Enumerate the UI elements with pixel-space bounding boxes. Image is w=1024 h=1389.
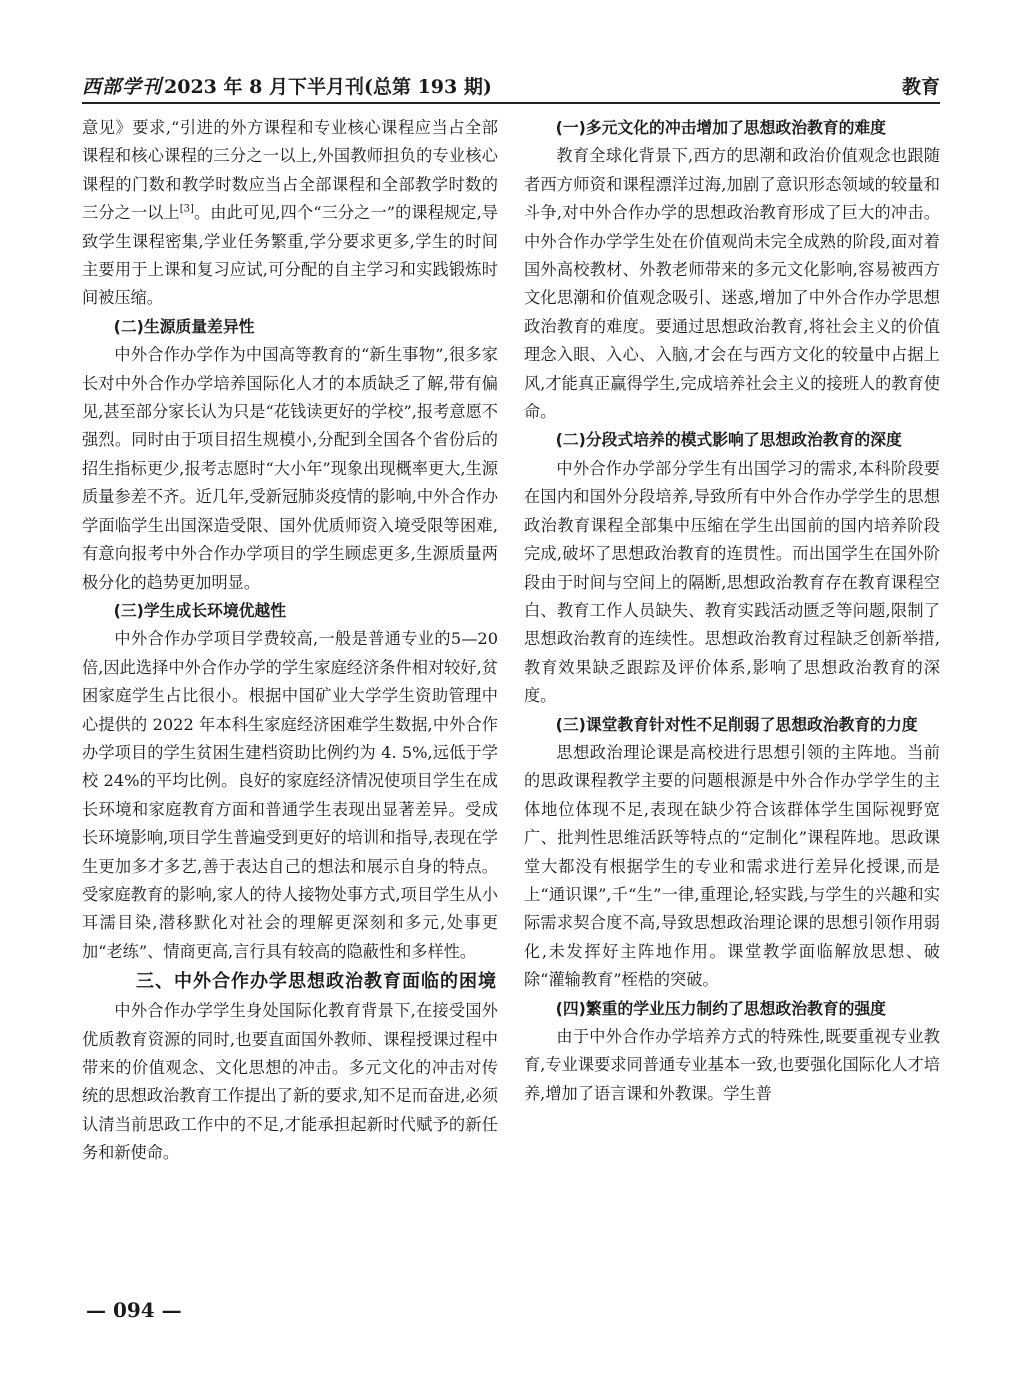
- issue-info: 2023 年 8 月下半月刊(总第 193 期): [164, 76, 492, 98]
- citation-ref: [3]: [179, 203, 194, 215]
- right-column: [524, 114, 940, 1108]
- page-header: [82, 68, 940, 104]
- paragraph: 思想政治理论课是高校进行思想引领的主阵地。当前的思政课程教学主要的问题根源是中外合作办学学生的主体地位体现不足,表现在缺少符合该群体学生国际视野宽广、批判性思维活跃等特点的“定制化”课程阵地。思政课堂大都没有根据学生的专业和需求进行差异化授课,而是上“通识课”,千“生”一律,重理论,轻实践,与学生的兴趣和实际需求契合度不高,导致思想政治理论课的思想引领作用弱化,未发挥好主阵地作用。课堂教学面临解放思想、破除“灌输教育”桎梏的突破。: [524, 742, 940, 990]
- journal-masthead: [82, 72, 492, 99]
- journal-logo: 西部学刊: [82, 76, 163, 98]
- left-column: [82, 114, 498, 1168]
- subsection-heading: (三)学生成长环境优越性: [113, 600, 287, 620]
- section-heading: 三、中外合作办学思想政治教育面临的困境: [136, 971, 497, 993]
- paragraph: 由于中外合作办学培养方式的特殊性,既要重视专业教育,专业课要求同普通专业基本一致,也要强化国际化人才培养,增加了语言课和外教课。学生普: [524, 1027, 940, 1103]
- subsection-heading: (二)生源质量差异性: [113, 316, 255, 336]
- paragraph: 中外合作办学作为中国高等教育的“新生事物”,很多家长对中外合作办学培养国际化人才的本质缺乏了解,带有偏见,甚至部分家长认为只是“花钱读更好的学校”,报考意愿不强烈。同时由于项目招生规模小,分配到全国各个省份后的招生指标更少,报考志愿时“大小年”现象出现概率更大,生源质量参差不齐。近几年,受新冠肺炎疫情的影响,中外合作办学面临学生出国深造受限、国外优质师资入境受限等困难,有意向报考中外合作办学项目的学生顾虑更多,生源质量两极分化的趋势更加明显。: [82, 345, 498, 592]
- subsection-heading: (四)繁重的学业压力制约了思想政治教育的强度: [555, 998, 886, 1018]
- paragraph: 中外合作办学学生身处国际化教育背景下,在接受国外优质教育资源的同时,也要直面国外教师、课程授课过程中带来的价值观念、文化思想的冲击。多元文化的冲击对传统的思想政治教育工作提出了新的要求,知不足而奋进,必须认清当前思政工作中的不足,才能承担起新时代赋予的新任务和新使命。: [82, 1001, 498, 1163]
- subsection-heading: (三)课堂教育针对性不足削弱了思想政治教育的力度: [555, 714, 918, 734]
- paragraph: 中外合作办学项目学费较高,一般是普通专业的5—20 倍,因此选择中外合作办学的学生家庭经济条件相对较好,贫困家庭学生占比很小。根据中国矿业大学学生资助管理中心提供的 2022 年本科生家庭经济困难学生数据,中外合作办学项目的学生贫困生建档资助比例约为 4. 5%,远低于学校 24%的平均比例。良好的家庭经济情况使项目学生在成长环境和家庭教育方面和普通学生表现出显著差异。受成长环境影响,项目学生普遍受到更好的培训和指导,表现在学生更加多才多艺,善于表达自己的想法和展示自身的特点。受家庭教育的影响,家人的待人接物处事方式,项目学生从小耳濡目染,潜移默化对社会的理解更深刻和多元,处事更加“老练”、情商更高,言行具有较高的隐蔽性和多样性。: [82, 629, 498, 961]
- section-label: 教育: [901, 76, 940, 98]
- paragraph: 教育全球化背景下,西方的思潮和政治价值观念也跟随者西方师资和课程漂洋过海,加剧了意识形态领域的较量和斗争,对中外合作办学的思想政治教育形成了巨大的冲击。中外合作办学学生处在价值观尚未完全成熟的阶段,面对着国外高校教材、外教老师带来的多元文化影响,容易被西方文化思潮和价值观念吸引、迷惑,增加了中外合作办学思想政治教育的难度。要通过思想政治教育,将社会主义的价值理念入眼、入心、入脑,才会在与西方文化的较量中占据上风,才能真正赢得学生,完成培养社会主义的接班人的教育使命。: [524, 146, 940, 422]
- page-number: — 094 —: [86, 1298, 182, 1322]
- paragraph: 意见》要求,“引进的外方课程和专业核心课程应当占全部课程和核心课程的三分之一以上,外国教师担负的专业核心课程的门数和教学时数应当占全部课程和全部教学时数的三分之一以上[3]。由此可见,四个“三分之一”的课程规定,导致学生课程密集,学业任务繁重,学分要求更多,学生的时间主要用于上课和复习应试,可分配的自主学习和实践锻炼时间被压缩。: [82, 118, 498, 308]
- paragraph: 中外合作办学部分学生有出国学习的需求,本科阶段要在国内和国外分段培养,导致所有中外合作办学学生的思想政治教育课程全部集中压缩在学生出国前的国内培养阶段完成,破坏了思想政治教育的连贯性。而出国学生在国外阶段由于时间与空间上的隔断,思想政治教育存在教育课程空白、教育工作人员缺失、教育实践活动匮乏等问题,限制了思想政治教育的连续性。思想政治教育过程缺乏创新举措,教育效果缺乏跟踪及评价体系,影响了思想政治教育的深度。: [524, 458, 940, 706]
- subsection-heading: (二)分段式培养的模式影响了思想政治教育的深度: [555, 430, 902, 450]
- subsection-heading: (一)多元文化的冲击增加了思想政治教育的难度: [555, 118, 886, 137]
